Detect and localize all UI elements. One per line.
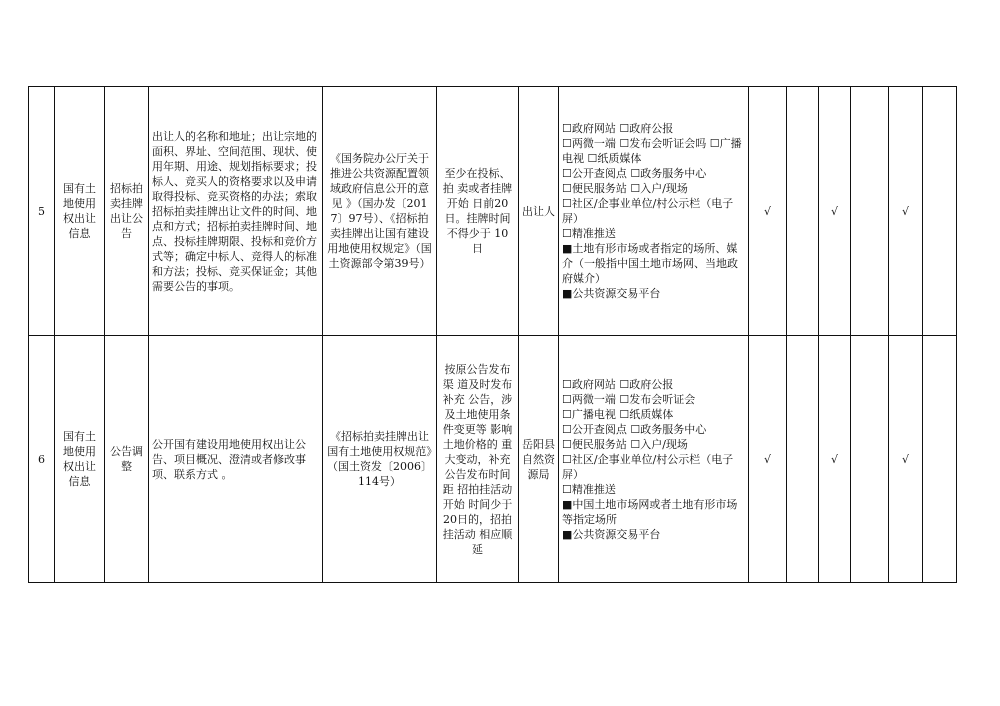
subcategory-cell: 公告调整 xyxy=(105,336,149,583)
check-cell: √ xyxy=(889,336,923,583)
check-cell xyxy=(851,87,889,336)
channel-option: ☐公开查阅点 ☐政务服务中心 xyxy=(562,167,707,180)
channel-option: ☐两微一端 ☐发布会听证会 xyxy=(562,392,696,406)
check-cell: √ xyxy=(749,336,787,583)
channel-option: ☐两微一端 ☐发布会听证会吗 ☐广播电视 ☐纸质媒体 xyxy=(562,137,742,165)
check-cell: √ xyxy=(819,87,851,336)
channel-option: ☐社区/企事业单位/村公示栏（电子屏） xyxy=(562,197,734,225)
basis-cell: 《招标拍卖挂牌出让国有土地使用权规范》（国土资发〔2006〕114号） xyxy=(323,336,437,583)
subcategory-cell: 招标拍卖挂牌出让公告 xyxy=(105,87,149,336)
content-cell: 公开国有建设用地使用权出让公告、项目概况、澄清或者修改事项、联系方式 。 xyxy=(149,336,323,583)
channel-option: ■公共资源交易平台 xyxy=(562,527,661,541)
check-cell: √ xyxy=(819,336,851,583)
channel-option: ☐公开查阅点 ☐政务服务中心 xyxy=(562,422,707,436)
channel-option: ☐精准推送 xyxy=(562,482,616,496)
category-cell: 国有土地使用权出让信息 xyxy=(55,336,105,583)
channel-option: ☐社区/企事业单位/村公示栏（电子屏） xyxy=(562,452,734,481)
timeline-cell: 按原公告发布渠 道及时发布补充 公告，涉及土地使用条件变更等 影响土地价格的 重大变动，补充公告发布时间距 招拍挂活动开始 时间少于20日的，招拍挂活动 相应顺延 xyxy=(437,336,519,583)
channel-option: ☐政府网站 ☐政府公报 xyxy=(562,377,674,391)
content-cell: 出让人的名称和地址；出让宗地的面积、界址、空间范围、现状、使用年期、用途、规划指标要求；投标人、竞买人的资格要求以及申请取得投标、竞买资格的办法；索取招标拍卖挂牌出让文件的时间、地点和方式；招标拍卖挂牌时间、地点、投标挂牌期限、投标和竞价方式等；确定中标人、竞得人的标准和方法；投标、竞买保证金；其他需要公告的事项。 xyxy=(149,87,323,336)
row-index: 6 xyxy=(29,336,55,583)
channel-option: ■土地有形市场或者指定的场所、媒介（一般指中国土地市场网、当地政府媒介） xyxy=(562,242,738,285)
channel-option: ■中国土地市场网或者土地有形市场等指定场所 xyxy=(562,497,738,526)
check-cell: √ xyxy=(749,87,787,336)
subject-cell: 岳阳县自然资源局 xyxy=(519,336,559,583)
channel-option: ■公共资源交易平台 xyxy=(562,287,661,300)
basis-cell: 《国务院办公厅关于推进公共资源配置领域政府信息公开的意见 》（国办发〔2017〕97号）、《招标拍卖挂牌出让国有建设用地使用权规定》（国土资源部令第39号） xyxy=(323,87,437,336)
channel-option: ☐广播电视 ☐纸质媒体 xyxy=(562,407,674,421)
table-row xyxy=(29,336,957,583)
subject-cell: 出让人 xyxy=(519,87,559,336)
check-cell xyxy=(851,336,889,583)
check-cell: √ xyxy=(889,87,923,336)
channel-option: ☐政府网站 ☐政府公报 xyxy=(562,122,674,135)
check-cell xyxy=(923,336,957,583)
channel-option: ☐便民服务站 ☐入户/现场 xyxy=(562,437,688,451)
check-cell xyxy=(923,87,957,336)
channel-option: ☐便民服务站 ☐入户/现场 xyxy=(562,182,688,195)
category-cell: 国有土地使用权出让信息 xyxy=(55,87,105,336)
channel-option: ☐精准推送 xyxy=(562,227,616,240)
check-cell xyxy=(787,87,819,336)
row-index: 5 xyxy=(29,87,55,336)
disclosure-table xyxy=(28,86,957,583)
table-row xyxy=(29,87,957,336)
check-cell xyxy=(787,336,819,583)
timeline-cell: 至少在投标、拍 卖或者挂牌开始 日前20日。挂牌时间不得少于 10 日 xyxy=(437,87,519,336)
channels-cell xyxy=(559,87,749,336)
channels-cell xyxy=(559,336,749,583)
